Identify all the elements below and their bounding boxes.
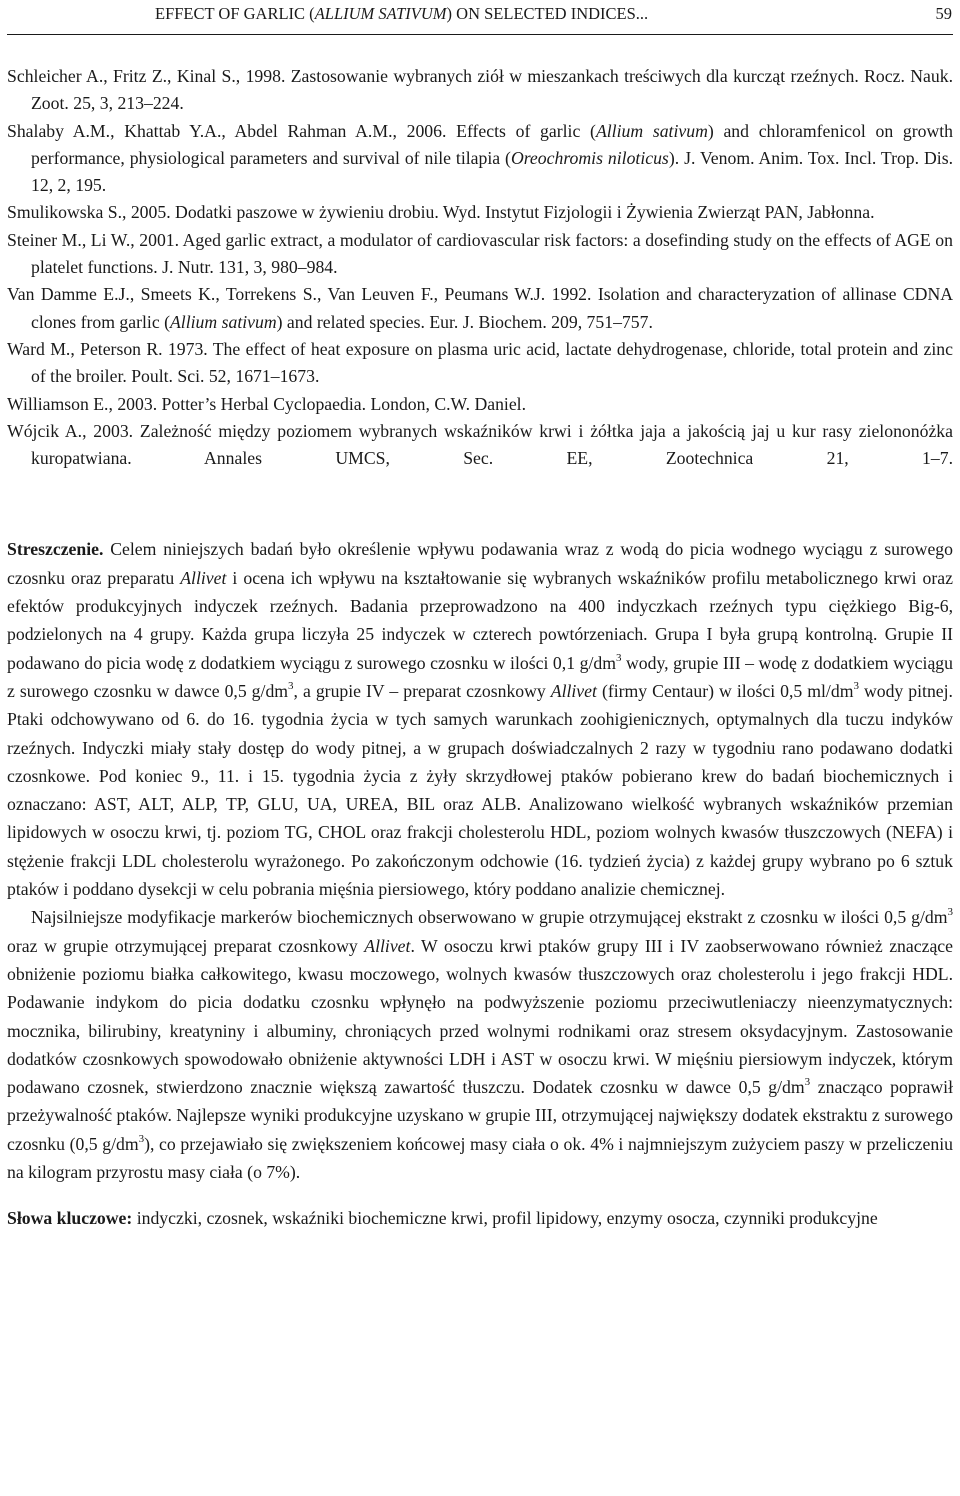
- latin-name: Allium sativum: [170, 311, 277, 332]
- keywords: Słowa kluczowe: indyczki, czosnek, wskaźniki biochemiczne krwi, profil lipidowy, enzymy osocza, czynniki produkcyjne: [7, 1208, 878, 1229]
- reference-item: Wójcik A., 2003. Zależność między poziomem wybranych wskaźników krwi i żółtka jaja a jakością jaj u kur rasy zielononóżka kuropatwiana. Annales UMCS, Sec. EE, Zootechnica 21, 1–7.: [7, 420, 953, 469]
- reference-list: [7, 63, 953, 472]
- page: [7, 0, 953, 1232]
- reference-item: Williamson E., 2003. Potter’s Herbal Cyclopaedia. London, C.W. Daniel.: [7, 393, 527, 414]
- reference-item: Steiner M., Li W., 2001. Aged garlic extract, a modulator of cardiovascular risk factors: a dosefinding study on the effects of AGE on platelet functions. J. Nutr. 131, 3, 980–984.: [7, 229, 953, 278]
- product-name: Allivet: [180, 567, 227, 588]
- page-number: 59: [935, 4, 952, 23]
- reference-item: Schleicher A., Fritz Z., Kinal S., 1998. Zastosowanie wybranych ziół w mieszankach treściwych dla kurcząt rzeźnych. Rocz. Nauk. Zoot. 25, 3, 213–224.: [7, 66, 953, 114]
- latin-name: Oreochromis niloticus: [510, 147, 669, 168]
- summary-paragraph: Streszczenie. Celem niniejszych badań było określenie wpływu podawania wraz z wodą do picia wodnego wyciągu z surowego czosnku oraz preparatu Allivet i ocena ich wpływu na kształtowanie się wybranych wskaźników profilu metabolicznego krwi oraz efektów produkcyjnych indyczek rzeźnych. Badania przeprowadzono na 400 indyczkach rzeźnych typu ciężkiego Big-6, podzielonych na 4 grupy. Każda grupa liczyła 25 indyczek w czterech powtórzeniach. Grupa I była grupą kontrolną. Grupie II podawano do picia wodę z dodatkiem wyciągu z surowego czosnku w ilości 0,1 $g/dm^3$ wody, grupie III – wodę z dodatkiem wyciągu z surowego czosnku w dawce 0,5 $g/dm^3$, a grupie IV – preparat czosnkowy Allivet (firmy Centaur) w ilości 0,5 $ml/dm^3$ wody pitnej. Ptaki odchowywano od 6. do 16. tygodnia życia w tych samych warunkach zoohigienicznych, optymalnych dla tuczu indyków rzeźnych. Indyczki miały stały dostęp do wody pitnej, a w grupach doświadczalnych 2 razy w tygodniu rano podawano dodatki czosnkowe. Pod koniec 9., 11. i 15. tygodnia życia z żyły skrzydłowej ptaków pobierano krew do badań biochemicznych i oznaczano: AST, ALT, ALP, TP, GLU, UA, UREA, BIL oraz ALB. Analizowano wielkość wybranych wskaźników przemian lipidowych w osoczu krwi, tj. poziom TG, CHOL oraz frakcji cholesterolu HDL, poziom wolnych kwasów tłuszczowych (NEFA) i stężenie frakcji LDL cholesterolu wyrażonego. Po zakończonym odchowie (16. tydzień życia) z każdej grupy wybrano po 6 sztuk ptaków i poddano dysekcji w celu pobrania mięśnia piersiowego, który poddano analizie chemicznej.: [7, 539, 953, 900]
- keywords-label: Słowa kluczowe:: [7, 1208, 133, 1229]
- summary-paragraph: Najsilniejsze modyfikacje markerów biochemicznych obserwowano w grupie otrzymującej ekstrakt z czosnku w ilości 0,5 $g/dm^3$ oraz w grupie otrzymującej preparat czosnkowy Allivet. W osoczu krwi ptaków grupy III i IV zaobserwowano również znaczące obniżenie poziomu białka całkowitego, kwasu moczowego, wolnych kwasów tłuszczowych oraz cholesterolu i jego frakcji HDL. Podawanie indykom do picia dodatku czosnku wpłynęło na podwyższenie poziomu przeciwutleniaczy nieenzymatycznych: mocznika, bilirubiny, kreatyniny i albuminy, chroniących przed wolnymi rodnikami oraz stresem oksydacyjnym. Zastosowanie dodatków czosnkowych spowodowało obniżenie aktywności LDH i AST w osoczu krwi. W mięśniu piersiowym indyczek, którym podawano czosnek, stwierdzono znacznie większą zawartość tłuszczu. Dodatek czosnku w dawce 0,5 $g/dm^3$ znacząco poprawił przeżywalność ptaków. Najlepsze wyniki produkcyjne uzyskano w grupie III, otrzymującej największy dodatek ekstraktu z surowego czosnku (0,5 $g/dm^3$), co przejawiało się zwiększeniem końcowej masy ciała o ok. 4% i najmniejszym zużyciem paszy w przeliczeniu na kilogram przyrostu masy ciała (o 7%).: [7, 906, 954, 1182]
- running-title-latin: ALLIUM SATIVUM: [314, 4, 447, 23]
- summary-label: Streszczenie.: [7, 539, 104, 560]
- latin-name: Allium sativum: [595, 120, 708, 141]
- reference-item: Shalaby A.M., Khattab Y.A., Abdel Rahman A.M., 2006. Effects of garlic (Allium sativum) and chloramfenicol on growth performance, physiological parameters and survival of nile tilapia (Oreochromis niloticus). J. Venom. Anim. Tox. Incl. Trop. Dis. 12, 2, 195.: [7, 120, 953, 196]
- product-name: Allivet: [550, 680, 597, 701]
- running-title: EFFECT OF GARLIC (ALLIUM SATIVUM) ON SELECTED INDICES...: [155, 4, 649, 23]
- reference-item: Smulikowska S., 2005. Dodatki paszowe w żywieniu drobiu. Wyd. Instytut Fizjologii i Żywienia Zwierząt PAN, Jabłonna.: [7, 202, 875, 223]
- product-name: Allivet: [364, 935, 411, 956]
- reference-item: Ward M., Peterson R. 1973. The effect of heat exposure on plasma uric acid, lactate dehydrogenase, chloride, total protein and zinc of the broiler. Poult. Sci. 52, 1671–1673.: [7, 338, 953, 387]
- polish-summary: [7, 535, 953, 1186]
- running-header: [7, 0, 953, 35]
- reference-item: Van Damme E.J., Smeets K., Torrekens S., Van Leuven F., Peumans W.J. 1992. Isolation and characteryzation of allinase CDNA clones from garlic (Allium sativum) and related species. Eur. J. Biochem. 209, 751–757.: [7, 284, 953, 332]
